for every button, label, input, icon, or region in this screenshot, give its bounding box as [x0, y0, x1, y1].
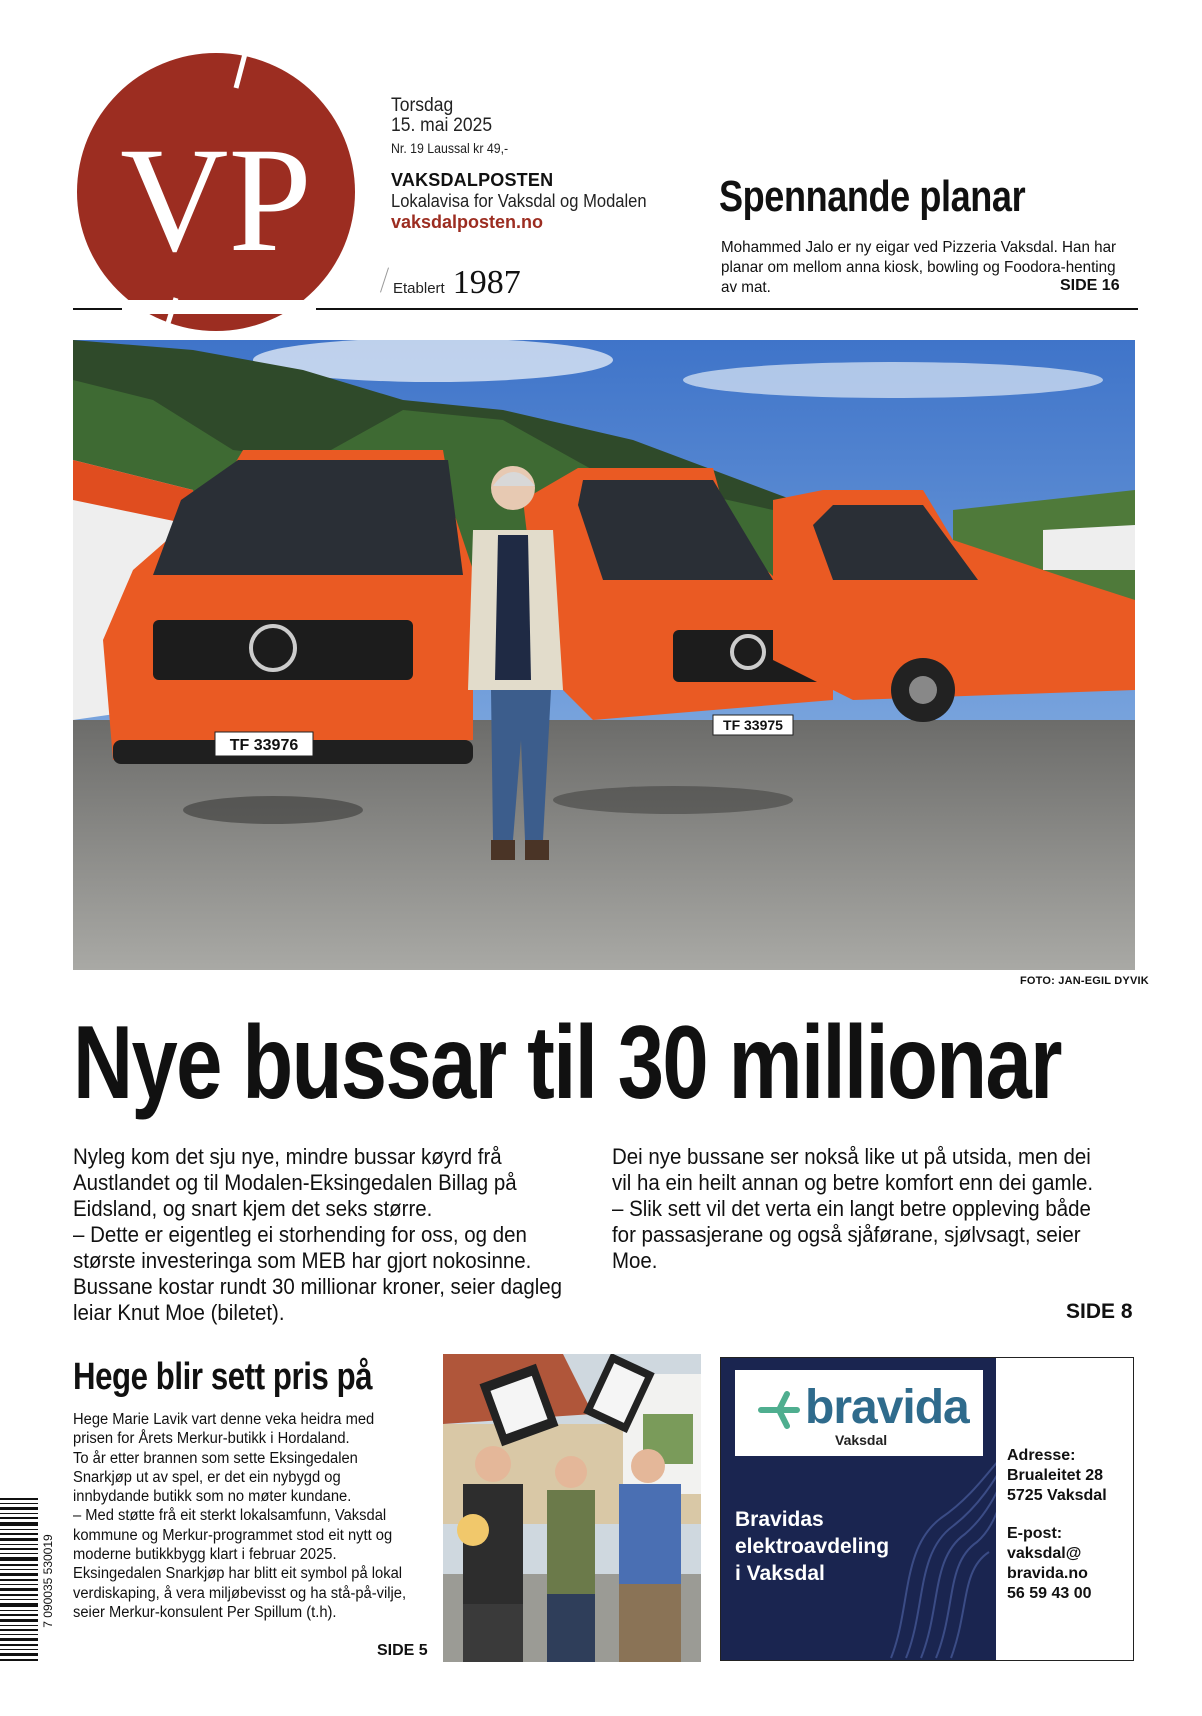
established-year: 1987 — [452, 264, 521, 301]
award-photo[interactable] — [443, 1354, 701, 1662]
main-story-column-1: Nyleg kom det sju nye, mindre bussar køyrd frå Austlandet og til Modalen-Eksingedalen Billag på Eidsland, og snart kjem det seks større. – Dette er eigentleg ei storhending for oss, og den største investeringa som MEB har gjort nokosinne. Bussane kostar rundt 30 millionar kroner, seier dagleg leiar Knut Moe (biletet). — [73, 1144, 563, 1325]
vp-logo — [76, 52, 356, 332]
ad-contact — [1007, 1446, 1137, 1604]
teaser-body: Mohammed Jalo er ny eigar ved Pizzeria Vaksdal. Han har planar om mellom anna kiosk, bowling og Foodora-henting av mat. — [721, 239, 1117, 296]
main-headline[interactable]: Nye bussar til 30 millionar — [73, 1005, 1061, 1121]
address-label: Adresse: — [1007, 1447, 1076, 1464]
rule-gap — [122, 300, 316, 314]
photo-credit: FOTO: JAN-EGIL DYVIK — [1020, 975, 1149, 987]
logo-text: VP — [120, 117, 312, 283]
secondary-headline[interactable]: Hege blir sett pris på — [73, 1356, 373, 1398]
bravida-logo-icon — [757, 1390, 801, 1430]
established — [384, 264, 521, 302]
issue-number-price: Nr. 19 Laussal kr 49,- — [391, 140, 509, 156]
issue-date: 15. mai 2025 — [391, 115, 493, 136]
paper-name: VAKSDALPOSTEN — [391, 170, 554, 190]
plate-1: TF 33976 — [229, 737, 299, 754]
teaser-headline[interactable]: Spennande planar — [719, 172, 1026, 221]
ad-panel — [721, 1358, 996, 1660]
established-label: Etablert — [393, 280, 445, 297]
address-line-2: 5725 Vaksdal — [1007, 1487, 1107, 1504]
main-photo[interactable] — [73, 340, 1135, 970]
phone[interactable]: 56 59 43 00 — [1007, 1585, 1092, 1602]
ad-logo-box — [735, 1370, 983, 1456]
address-line-1: Brualeitet 28 — [1007, 1467, 1104, 1484]
divider — [380, 267, 389, 292]
main-story-column-2: Dei nye bussane ser nokså like ut på utsida, men dei vil ha ein heilt annan og betre komfort enn dei gamle. – Slik sett vil det verta ein langt betre oppleving både for passasjerane og også sjåførane, sjølvsagt, seier Moe. — [612, 1144, 1094, 1273]
barcode — [0, 1496, 60, 1666]
barcode-number: 7 090035 530019 — [41, 1534, 55, 1628]
teaser-page-ref[interactable]: SIDE 16 — [1060, 277, 1120, 294]
bravida-ad[interactable] — [720, 1357, 1134, 1661]
email-line-1[interactable]: vaksdal@ — [1007, 1545, 1082, 1562]
secondary-page-ref[interactable]: SIDE 5 — [377, 1642, 428, 1659]
ad-brand: bravida — [805, 1381, 969, 1434]
secondary-body: Hege Marie Lavik vart denne veka heidra med prisen for Årets Merkur-butikk i Hordaland. To år etter brannen som sette Eksingedalen Snarkjøp ut av spel, er det ein nybygd og innbydande butikk som no møter kundane. – Med støtte frå eit sterkt lokalsamfunn, Vaksdal kommune og Merkur-programmet stod eit nytt og moderne butikkbygg klart i februar 2025. Eksingedalen Snarkjøp har blitt eit symbol på lokal verdiskaping, å vera miljøbevisst og ha stå-på-vilje, seier Merkur-konsulent Per Spillum (t.h). — [73, 1411, 407, 1621]
masthead-info — [391, 96, 691, 233]
plate-2: TF 33975 — [723, 717, 783, 733]
issue-day: Torsdag — [391, 95, 454, 116]
website-link[interactable]: vaksdalposten.no — [391, 212, 544, 232]
ad-text: Bravidas elektroavdeling i Vaksdal — [735, 1508, 890, 1585]
main-story-page-ref[interactable]: SIDE 8 — [1066, 1300, 1133, 1323]
email-label: E-post: — [1007, 1525, 1063, 1542]
email-line-2[interactable]: bravida.no — [1007, 1565, 1088, 1582]
paper-tagline: Lokalavisa for Vaksdal og Modalen — [391, 191, 647, 211]
ad-brand-sub: Vaksdal — [835, 1432, 888, 1448]
